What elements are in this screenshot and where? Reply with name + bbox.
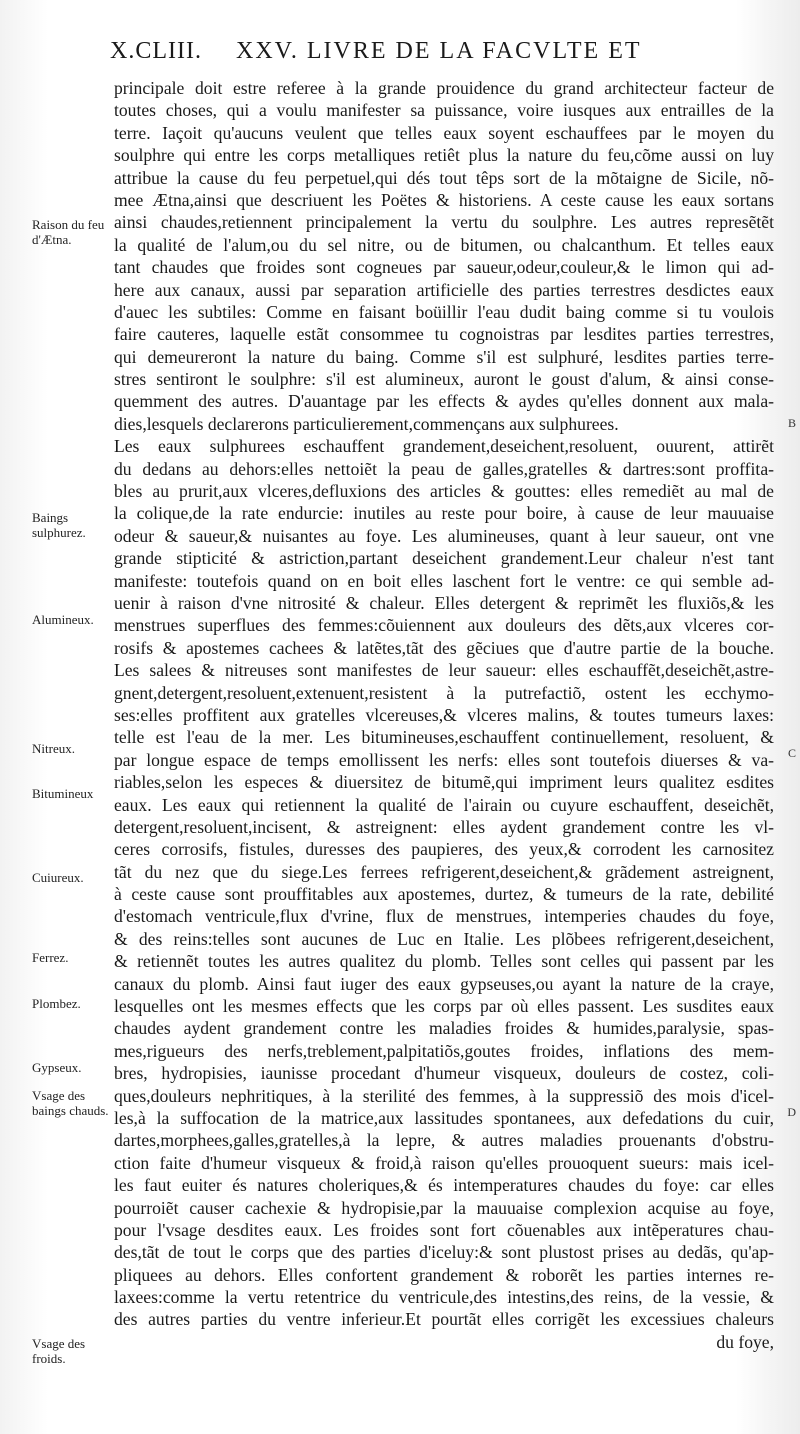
section-letter-d: D — [787, 1105, 796, 1119]
text-line: pourroiẽt causer cachexie & hydropisie,par la mauuaise complexion acquise au foye, — [114, 1197, 774, 1218]
text-line: la colique,de la rate endurcie: inutiles au reste pour boire, à cause de leur mauuaise — [114, 503, 774, 524]
text-line: tant chaudes que froides sont cogneues par saueur,odeur,couleur,& le limon qui ad- — [114, 257, 774, 278]
text-line: du dedans au dehors:elles nettoiẽt la peau de galles,gratelles & dartres:sont proffita- — [114, 458, 774, 479]
text-line: eaux. Les eaux qui retiennent la qualité de l'airain ou cuyure eschauffent, deseichẽt, — [114, 794, 774, 815]
text-line: les,à la suffocation de la matrice,aux lassitudes spontanees, aux defedations du cuir, — [114, 1107, 774, 1128]
text-line: des autres parties du ventre inferieur.Et pourtãt elles corrigẽt les excessiues chaleurs — [114, 1309, 774, 1330]
margin-note-alum: Alumineux. — [32, 612, 94, 627]
text-line: canaux du plomb. Ainsi faut iuger des eaux gypseuses,ou ayant la nature de la craye, — [114, 973, 774, 994]
section-letter-c: C — [787, 746, 796, 760]
text-line: les faut euiter és natures choleriques,& és intemperatures chaudes du foye: car elles — [114, 1175, 774, 1196]
text-line: gnent,detergent,resoluent,extenuent,resistent à la putrefactiõ, ostent les ecchymo- — [114, 682, 774, 703]
text-line: bles au prurit,aux vlceres,defluxions des articles & gouttes: elles remediẽt au mal de — [114, 481, 774, 502]
text-line: dies,lesquels declarerons particulierement,commençans aux sulphurees. — [114, 413, 619, 434]
text-line: lesquelles ont les mesmes effects que les corps par où elles passent. Les susdites eaux — [114, 996, 774, 1017]
text-line: laxees:comme la vertu retentrice du ventricule,des intestins,des reins, de la vessie, & — [114, 1287, 774, 1308]
text-line: attribue la cause du feu perpetuel,qui dés tout têps sort de la mõtaigne de Sicile, nõ- — [114, 167, 774, 188]
text-line: soulphre qui entre les corps metalliques retiêt plus la nature du feu,cõme aussi on luy — [114, 145, 774, 166]
text-line: toutes choses, qui a voulu manifester sa puissance, voire iusques aux entrailles de la — [114, 100, 774, 121]
text-line: tãt du nez que du siege.Les ferrees refrigerent,deseichent,& grãdement astreignent, — [114, 861, 774, 882]
margin-note-copper: Cuiureux. — [32, 870, 84, 885]
margin-note-sulphur-baths: Baings sulphurez. — [32, 510, 86, 540]
text-line: dartes,morphees,galles,gratelles,à la lepre, & autres maladies prouenants d'obstru- — [114, 1130, 774, 1151]
text-line: la qualité de l'alum,ou du sel nitre, ou de bitumen, ou chalcanthum. Et telles eaux — [114, 234, 774, 255]
text-line: & retiennẽt toutes les autres qualitez du plomb. Telles sont celles qui passent par les — [114, 951, 774, 972]
text-line: ses:elles proffitent aux gratelles vlcereuses,& vlceres malins, & toutes tumeurs laxes: — [114, 704, 774, 725]
text-line: ques,douleurs nephritiques, à la sterilité des femmes, à la suppressiõ des mois d'icel- — [114, 1085, 774, 1106]
text-line: & des reins:telles sont aucunes de Luc en Italie. Les plõbees refrigerent,deseichent, — [114, 928, 774, 949]
text-line: d'auec les subtiles: Comme en faisant boüillir l'eau dudit baing comme si tu voulois — [114, 301, 774, 322]
section-letter-b: B — [787, 416, 796, 430]
text-line: menstrues superflues des femmes:cõuiennent aux douleurs des dẽts,aux vlceres cor- — [114, 615, 774, 636]
text-line: d'estomach ventricule,flux d'vrine, flux de menstrues, intemperies chaudes du foye, — [114, 906, 774, 927]
text-line: pour l'vsage desdites eaux. Les froides sont fort cõuenables aux intẽperatures chau- — [114, 1219, 774, 1240]
text-line: du foye, — [716, 1331, 774, 1352]
text-line: ction faite d'humeur visqueux & froid,à raison qu'elles prouoquent sueurs: mais icel- — [114, 1152, 774, 1173]
text-line: detergent,resoluent,incisent, & astreignent: elles aydent grandement contre les vl- — [114, 816, 774, 837]
text-line: manifeste: toutefois quand on en boit elles laschent fort le ventre: ce qui semble ad- — [114, 570, 774, 591]
text-line: à ceste cause sont prouffitables aux apostemes, durtez, & tumeurs de la rate, debilité — [114, 884, 774, 905]
running-header — [110, 38, 770, 78]
margin-note-bitumen: Bitumineux — [32, 786, 94, 801]
text-line: mes,rigueurs des nerfs,treblement,palpitatiõs,goutes froides, inflations des mem- — [114, 1040, 774, 1061]
text-line: ceres corrosifs, fistules, duresses des paupieres, des yeux,& corrodent les carnositez — [114, 839, 774, 860]
margin-note-gypsum: Gypseux. — [32, 1060, 82, 1075]
text-line: rosifs & apostemes cachees & latẽtes,tãt des gẽciues que d'autre partie de la bouche. — [114, 637, 774, 658]
main-text-column — [114, 77, 774, 1353]
text-line: pliquees au dehors. Elles confortent grandement & roborẽt les parties internes re- — [114, 1264, 774, 1285]
text-line: principale doit estre referee à la grande prouidence du grand architecteur facteur de — [114, 78, 774, 98]
text-line: quemment des autres. D'auantage par les effects & aydes qu'elles donnent aux mala- — [114, 391, 774, 412]
text-line: stres sentiront le soulphre: s'il est alumineux, auront le goust d'alum, & ainsi conse- — [114, 369, 774, 390]
text-line: here aux canaux, aussi par separation artificielle des parties terrestres desdictes eaux — [114, 279, 774, 300]
text-line: Les eaux sulphurees eschauffent grandement,deseichent,resoluent, ouurent, attirẽt — [114, 436, 774, 457]
text-line: ainsi chaudes,retiennent principalement la vertu du soulphre. Les autres represẽtẽt — [114, 212, 774, 233]
text-line: mee Ætna,ainsi que descriuent les Poëtes & historiens. A ceste cause les eaux sortans — [114, 189, 774, 210]
text-line: faire cauteres, laquelle estãt consommee tu cognoistras par lesdites parties terrestres, — [114, 324, 774, 345]
text-line: uenir à raison d'vne nitrosité & chaleur. Elles detergent & reprimẽt les fluxiõs,& les — [114, 592, 774, 613]
text-line: chaudes aydent grandement contre les maladies froides & humides,paralysie, spas- — [114, 1018, 774, 1039]
text-line: riables,selon les especes & diuersitez de bitumẽ,qui impriment leurs qualitez esdites — [114, 772, 774, 793]
margin-note-etna: Raison du feu d'Ætna. — [32, 217, 105, 247]
text-line: Les salees & nitreuses sont manifestes de leur saueur: elles eschauffẽt,deseichẽt,astre- — [114, 660, 774, 681]
text-line: terre. Iaçoit qu'aucuns veulent que telles eaux soyent eschauffees par le moyen du — [114, 122, 774, 143]
text-line: grande stipticité & astriction,partant deseichent grandement.Leur chaleur n'est tant — [114, 548, 774, 569]
margin-note-cold-baths-use: Vsage des froids. — [32, 1336, 86, 1366]
text-line: odeur & saueur,& nuisantes au foye. Les alumineuses, quant à leur saueur, ont vne — [114, 525, 774, 546]
margin-note-nitrous: Nitreux. — [32, 741, 75, 756]
margin-note-lead: Plombez. — [32, 996, 81, 1011]
folio-number: X.CLIII. — [110, 38, 202, 64]
text-line: qui demeureront la nature du baing. Comme s'il est sulphuré, lesdites parties terre- — [114, 346, 774, 367]
text-line: par longue espace de temps emollissent les nerfs: elles sont toutefois diuerses & va- — [114, 749, 774, 770]
margin-note-iron: Ferrez. — [32, 950, 69, 965]
margin-note-hot-baths-use: Vsage des baings chauds. — [32, 1088, 109, 1118]
running-title: XXV. LIVRE DE LA FACVLTE ET — [235, 38, 642, 64]
text-line: bres, hydropisies, iaunisse procedant d'humeur visqueux, douleurs de costez, coli- — [114, 1063, 774, 1084]
text-line: telle est l'eau de la mer. Les bitumineuses,eschauffent continuellement, resoluent, & — [114, 727, 774, 748]
text-line: des,tãt de tout le corps que des parties d'iceluy:& sont plustost prises au dedãs, qu'ap- — [114, 1242, 774, 1263]
